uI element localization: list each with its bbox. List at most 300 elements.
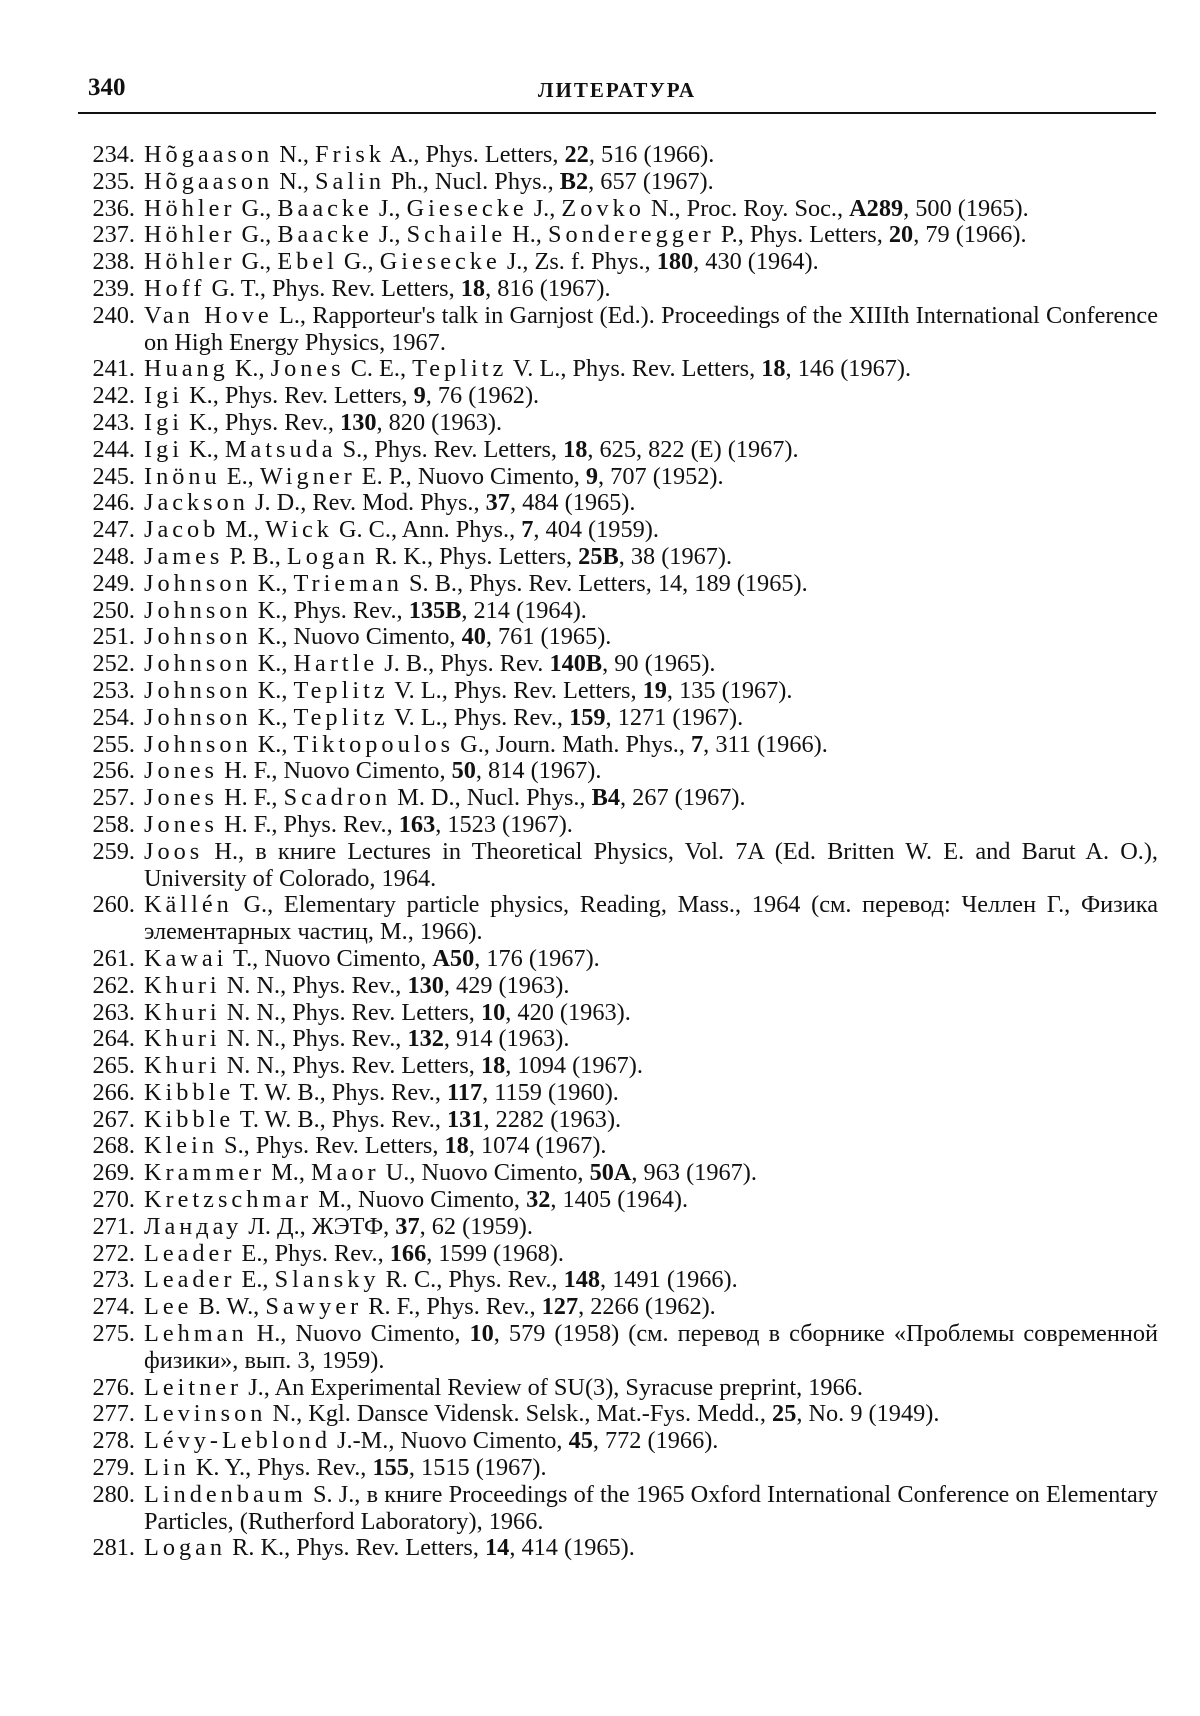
citation-text: J.,	[372, 221, 407, 249]
page-number: 340	[88, 74, 126, 101]
reference-text	[144, 1321, 1158, 1375]
volume-number: 50	[451, 757, 476, 785]
reference-entry	[78, 624, 1158, 651]
citation-text: , 579 (1958) (см. перевод в сборнике «Проблемы современной физики», вып. 3, 1959).	[144, 1320, 1158, 1374]
citation-text: N.,	[273, 167, 316, 195]
citation-text: , 79 (1966).	[913, 221, 1027, 249]
reference-entry	[78, 1482, 1158, 1536]
reference-entry	[78, 732, 1158, 759]
author-name: Teplitz	[412, 355, 508, 383]
volume-number: 132	[407, 1025, 444, 1053]
reference-entry	[78, 276, 1158, 303]
reference-text	[144, 1026, 1158, 1053]
reference-entry	[78, 196, 1158, 223]
citation-text: , 772 (1966).	[592, 1427, 719, 1455]
reference-number: 251.	[92, 623, 135, 651]
author-name: Teplitz	[293, 703, 389, 731]
author-name: Johnson	[144, 569, 252, 597]
author-name: Sonderegger	[547, 221, 715, 249]
volume-number: 25	[772, 1400, 797, 1428]
author-name: Jackson	[144, 489, 249, 517]
author-name: Huang	[144, 355, 229, 383]
author-name: Logan	[144, 1534, 227, 1562]
citation-text: , 1523 (1967).	[435, 810, 573, 838]
citation-text: , 1515 (1967).	[408, 1454, 547, 1482]
reference-entry	[78, 1294, 1158, 1321]
reference-text	[144, 1160, 1158, 1187]
citation-text: K.,	[251, 703, 294, 731]
author-name: Jones	[144, 757, 218, 785]
reference-number: 267.	[92, 1105, 135, 1133]
author-name: Schaile	[406, 221, 507, 249]
citation-text: G. T., Phys. Rev. Letters,	[205, 274, 461, 302]
reference-text	[144, 1107, 1158, 1134]
reference-number: 257.	[92, 784, 135, 812]
volume-number: 148	[563, 1266, 601, 1294]
citation-text: E.,	[220, 462, 260, 490]
reference-entry	[78, 249, 1158, 276]
author-name: Lévy-Leblond	[144, 1427, 331, 1455]
reference-text	[144, 464, 1158, 491]
citation-text: G., Journ. Math. Phys.,	[454, 730, 692, 758]
reference-text	[144, 1267, 1158, 1294]
author-name: Källén	[144, 891, 233, 919]
author-name: Hartle	[293, 650, 379, 678]
citation-text: , 761 (1965).	[485, 623, 612, 651]
reference-text	[144, 383, 1158, 410]
volume-number: 50A	[589, 1159, 632, 1187]
reference-text	[144, 249, 1158, 276]
citation-text: L., Rapporteur's talk in Garnjost (Ed.). Proceedings of the XIIIth International Conference on High Energy Physics, 1967.	[144, 301, 1158, 356]
reference-entry	[78, 169, 1158, 196]
author-name: Lindenbaum	[144, 1480, 307, 1508]
reference-entry	[78, 598, 1158, 625]
author-name: Höhler	[144, 221, 236, 249]
reference-text	[144, 490, 1158, 517]
reference-text	[144, 1482, 1158, 1536]
reference-entry	[78, 490, 1158, 517]
volume-number: 19	[642, 676, 667, 704]
reference-entry	[78, 464, 1158, 491]
citation-text: , 2282 (1963).	[483, 1105, 622, 1133]
author-name: Lin	[144, 1454, 190, 1482]
reference-number: 278.	[92, 1427, 135, 1455]
volume-number: 37	[485, 489, 510, 517]
citation-text: K.,	[251, 676, 294, 704]
reference-number: 243.	[92, 408, 135, 436]
volume-number: 166	[389, 1239, 427, 1267]
reference-entry	[78, 303, 1158, 357]
reference-entry	[78, 1321, 1158, 1375]
citation-text: , 707 (1952).	[598, 462, 724, 490]
citation-text: , 914 (1963).	[443, 1025, 570, 1053]
author-name: Jones	[270, 355, 345, 383]
reference-entry	[78, 1160, 1158, 1187]
citation-text: G.,	[337, 248, 380, 276]
citation-text: R. C., Phys. Rev.,	[379, 1266, 564, 1294]
reference-text	[144, 624, 1158, 651]
citation-text: R. K., Phys. Rev. Letters,	[226, 1534, 486, 1562]
citation-text: R. F., Phys. Rev.,	[362, 1293, 542, 1321]
reference-entry	[78, 222, 1158, 249]
volume-number: 117	[447, 1078, 483, 1106]
volume-number: 25B	[578, 542, 619, 570]
reference-entry	[78, 678, 1158, 705]
reference-number: 248.	[92, 542, 135, 570]
reference-number: 240.	[92, 301, 135, 329]
citation-text: P., Phys. Letters,	[714, 221, 889, 249]
citation-text: J. D., Rev. Mod. Phys.,	[248, 489, 486, 517]
citation-text: K., Nuovo Cimento,	[251, 623, 462, 651]
citation-text: G., Elementary particle physics, Reading, Mass., 1964 (см. перевод: Челлен Г., Физика элементарных частиц, М., 1966).	[144, 891, 1158, 946]
reference-entry	[78, 1241, 1158, 1268]
reference-entry	[78, 1267, 1158, 1294]
volume-number: 130	[340, 408, 377, 436]
reference-text	[144, 303, 1158, 357]
reference-entry	[78, 1080, 1158, 1107]
citation-text: , 90 (1965).	[602, 650, 716, 678]
citation-text: B. W.,	[192, 1293, 266, 1321]
citation-text: T. W. B., Phys. Rev.,	[234, 1105, 447, 1133]
citation-text: , 146 (1967).	[785, 355, 912, 383]
citation-text: E. P., Nuovo Cimento,	[355, 462, 586, 490]
author-name: Johnson	[144, 730, 252, 758]
author-name: Maor	[311, 1159, 380, 1187]
author-name: Höhler	[144, 248, 236, 276]
citation-text: , 2266 (1962).	[578, 1293, 716, 1321]
reference-text	[144, 1214, 1158, 1241]
author-name: Teplitz	[293, 676, 389, 704]
volume-number: 135B	[408, 596, 462, 624]
reference-entry	[78, 356, 1158, 383]
author-name: Scadron	[283, 784, 392, 812]
reference-number: 268.	[92, 1132, 135, 1160]
citation-text: G.,	[235, 194, 278, 222]
reference-entry	[78, 892, 1158, 946]
citation-text: J.,	[372, 194, 407, 222]
reference-entry	[78, 142, 1158, 169]
reference-number: 242.	[92, 382, 135, 410]
volume-number: 37	[395, 1212, 420, 1240]
author-name: Johnson	[144, 596, 252, 624]
author-name: Johnson	[144, 623, 252, 651]
author-name: Van Hove	[144, 301, 273, 329]
citation-text: , 62 (1959).	[419, 1212, 533, 1240]
volume-number: A289	[849, 194, 904, 222]
volume-number: 7	[521, 516, 534, 544]
citation-text: , No. 9 (1949).	[796, 1400, 940, 1428]
citation-text: K., Phys. Rev. Letters,	[183, 382, 414, 410]
reference-text	[144, 1000, 1158, 1027]
reference-text	[144, 598, 1158, 625]
citation-text: N. N., Phys. Rev.,	[220, 971, 408, 999]
reference-number: 250.	[92, 596, 135, 624]
volume-number: 20	[888, 221, 914, 249]
volume-number: 10	[469, 1320, 494, 1348]
citation-text: Ph., Nucl. Phys.,	[384, 167, 560, 195]
citation-text: , 484 (1965).	[509, 489, 636, 517]
author-name: Krammer	[144, 1159, 266, 1187]
reference-text	[144, 437, 1158, 464]
reference-number: 254.	[92, 703, 135, 731]
citation-text: N. N., Phys. Rev. Letters,	[220, 1052, 481, 1080]
reference-text	[144, 544, 1158, 571]
citation-text: , 430 (1964).	[693, 248, 819, 276]
citation-text: H.,	[506, 221, 548, 249]
volume-number: 140B	[549, 650, 603, 678]
author-name: Baacke	[277, 221, 373, 249]
author-name: Sawyer	[265, 1293, 363, 1321]
volume-number: 131	[447, 1105, 484, 1133]
reference-entry	[78, 1026, 1158, 1053]
author-name: Kretzschmar	[144, 1186, 313, 1214]
reference-number: 239.	[92, 274, 135, 302]
reference-number: 270.	[92, 1186, 135, 1214]
reference-number: 253.	[92, 676, 135, 704]
citation-text: , 1074 (1967).	[468, 1132, 607, 1160]
reference-entry	[78, 1455, 1158, 1482]
author-name: Igi	[144, 435, 183, 463]
author-name: Hõgaason	[144, 167, 274, 195]
reference-entry	[78, 1375, 1158, 1402]
volume-number: 9	[585, 462, 599, 490]
reference-text	[144, 1294, 1158, 1321]
citation-text: , 404 (1959).	[533, 516, 659, 544]
reference-list	[78, 142, 1158, 1562]
reference-number: 279.	[92, 1454, 135, 1482]
citation-text: J.-M., Nuovo Cimento,	[330, 1427, 569, 1455]
author-name: Klein	[144, 1132, 218, 1160]
reference-text	[144, 169, 1158, 196]
reference-text	[144, 196, 1158, 223]
reference-text	[144, 276, 1158, 303]
citation-text: U., Nuovo Cimento,	[379, 1159, 590, 1187]
reference-entry	[78, 812, 1158, 839]
reference-text	[144, 356, 1158, 383]
reference-number: 274.	[92, 1293, 135, 1321]
author-name: Johnson	[144, 676, 252, 704]
author-name: Wick	[265, 516, 333, 544]
author-name: Giesecke	[406, 194, 528, 222]
author-name: Khuri	[144, 1025, 221, 1053]
author-name: Hõgaason	[144, 141, 274, 168]
running-title: ЛИТЕРАТУРА	[537, 78, 697, 102]
citation-text: , 76 (1962).	[425, 382, 540, 410]
reference-text	[144, 410, 1158, 437]
citation-text: N., Proc. Roy. Soc.,	[644, 194, 850, 222]
reference-entry	[78, 1214, 1158, 1241]
reference-number: 281.	[92, 1534, 135, 1562]
citation-text: K., Phys. Rev.,	[183, 408, 341, 436]
citation-text: J.,	[527, 194, 562, 222]
reference-number: 256.	[92, 757, 135, 785]
citation-text: K.,	[251, 650, 294, 678]
author-name: Kawai	[144, 944, 228, 972]
reference-text	[144, 1455, 1158, 1482]
author-name: Wigner	[259, 462, 356, 490]
reference-number: 236.	[92, 194, 135, 222]
reference-number: 258.	[92, 810, 135, 838]
author-name: Baacke	[277, 194, 373, 222]
volume-number: 159	[569, 703, 606, 731]
citation-text: , 963 (1967).	[631, 1159, 757, 1187]
reference-number: 262.	[92, 971, 135, 999]
author-name: Khuri	[144, 998, 221, 1026]
author-name: Giesecke	[379, 248, 501, 276]
citation-text: N. N., Phys. Rev. Letters,	[220, 998, 481, 1026]
reference-text	[144, 222, 1158, 249]
citation-text: V. L., Phys. Rev.,	[388, 703, 570, 731]
reference-entry	[78, 1187, 1158, 1214]
reference-entry	[78, 383, 1158, 410]
citation-text: , 814 (1967).	[475, 757, 602, 785]
reference-text	[144, 946, 1158, 973]
reference-text	[144, 1401, 1158, 1428]
author-name: Ландау	[144, 1212, 243, 1240]
author-name: Matsuda	[224, 435, 337, 463]
citation-text: N., Kgl. Dansce Vidensk. Selsk., Mat.-Fys. Medd.,	[266, 1400, 773, 1428]
citation-text: T., Nuovo Cimento,	[227, 944, 433, 972]
citation-text: S., Phys. Rev. Letters,	[336, 435, 564, 463]
citation-text: , 135 (1967).	[666, 676, 793, 704]
volume-number: 7	[691, 730, 704, 758]
page-header	[78, 72, 1156, 114]
citation-text: , 816 (1967).	[485, 274, 611, 302]
author-name: Jones	[144, 810, 218, 838]
volume-number: 18	[444, 1132, 469, 1160]
citation-text: G.,	[235, 221, 278, 249]
citation-text: , 1271 (1967).	[605, 703, 744, 731]
reference-number: 255.	[92, 730, 135, 758]
citation-text: P. B.,	[223, 542, 287, 570]
author-name: Leitner	[144, 1373, 243, 1401]
reference-entry	[78, 1535, 1158, 1562]
reference-number: 234.	[92, 141, 135, 168]
citation-text: R. K., Phys. Letters,	[368, 542, 579, 570]
reference-number: 249.	[92, 569, 135, 597]
citation-text: , 500 (1965).	[903, 194, 1029, 222]
reference-text	[144, 142, 1158, 169]
citation-text: , 38 (1967).	[618, 542, 733, 570]
author-name: Frisk	[315, 141, 385, 168]
reference-entry	[78, 1428, 1158, 1455]
volume-number: 18	[460, 274, 486, 302]
citation-text: , 420 (1963).	[505, 998, 631, 1026]
reference-number: 261.	[92, 944, 135, 972]
reference-text	[144, 705, 1158, 732]
citation-text: K.,	[251, 730, 294, 758]
reference-entry	[78, 1053, 1158, 1080]
citation-text: M., Nuovo Cimento,	[312, 1186, 527, 1214]
reference-text	[144, 732, 1158, 759]
citation-text: G.,	[235, 248, 278, 276]
author-name: Tiktopoulos	[293, 730, 455, 758]
citation-text: , 1159 (1960).	[482, 1078, 619, 1106]
citation-text: , 267 (1967).	[620, 784, 746, 812]
citation-text: G. C., Ann. Phys.,	[332, 516, 522, 544]
citation-text: M. D., Nucl. Phys.,	[391, 784, 592, 812]
volume-number: 22	[564, 141, 589, 168]
reference-number: 276.	[92, 1373, 135, 1401]
reference-number: 272.	[92, 1239, 135, 1267]
citation-text: J. B., Phys. Rev.	[378, 650, 550, 678]
citation-text: J., An Experimental Review of SU(3), Syracuse preprint, 1966.	[242, 1373, 863, 1401]
citation-text: K.,	[251, 569, 294, 597]
citation-text: Л. Д., ЖЭТФ,	[242, 1212, 396, 1240]
volume-number: 155	[372, 1454, 409, 1482]
citation-text: K. Y., Phys. Rev.,	[189, 1454, 373, 1482]
reference-text	[144, 758, 1158, 785]
reference-entry	[78, 758, 1158, 785]
citation-text: N. N., Phys. Rev.,	[220, 1025, 408, 1053]
reference-text	[144, 785, 1158, 812]
citation-text: M.,	[265, 1159, 312, 1187]
reference-entry	[78, 839, 1158, 893]
citation-text: V. L., Phys. Rev. Letters,	[507, 355, 762, 383]
reference-entry	[78, 1107, 1158, 1134]
author-name: Höhler	[144, 194, 236, 222]
volume-number: 9	[413, 382, 426, 410]
author-name: Hoff	[144, 274, 206, 302]
reference-entry	[78, 1133, 1158, 1160]
author-name: Levinson	[144, 1400, 267, 1428]
citation-text: S. B., Phys. Rev. Letters, 14, 189 (1965).	[402, 569, 808, 597]
reference-entry	[78, 1401, 1158, 1428]
citation-text: , 214 (1964).	[461, 596, 587, 624]
author-name: Lee	[144, 1293, 193, 1321]
citation-text: , 1599 (1968).	[426, 1239, 564, 1267]
reference-number: 247.	[92, 516, 135, 544]
reference-entry	[78, 651, 1158, 678]
author-name: Igi	[144, 382, 183, 410]
citation-text: V. L., Phys. Rev. Letters,	[388, 676, 643, 704]
reference-entry	[78, 705, 1158, 732]
reference-text	[144, 1187, 1158, 1214]
volume-number: 130	[407, 971, 444, 999]
citation-text: A., Phys. Letters,	[384, 141, 565, 168]
reference-number: 245.	[92, 462, 135, 490]
reference-text	[144, 1080, 1158, 1107]
volume-number: 180	[656, 248, 694, 276]
author-name: Lehman	[144, 1320, 248, 1348]
reference-number: 264.	[92, 1025, 135, 1053]
citation-text: H., в книге Lectures in Theoretical Physics, Vol. 7A (Ed. Britten W. E. and Barut A. O.), University of Colorado, 1964.	[144, 837, 1158, 892]
citation-text: , 516 (1966).	[588, 141, 715, 168]
author-name: Jacob	[144, 516, 220, 544]
reference-number: 241.	[92, 355, 135, 383]
reference-entry	[78, 1000, 1158, 1027]
author-name: Leader	[144, 1239, 236, 1267]
citation-text: K.,	[183, 435, 225, 463]
citation-text: S., Phys. Rev. Letters,	[217, 1132, 445, 1160]
author-name: Trieman	[293, 569, 403, 597]
reference-number: 277.	[92, 1400, 135, 1428]
author-name: Inönu	[144, 462, 221, 490]
author-name: Ebel	[277, 248, 338, 276]
author-name: Kibble	[144, 1105, 235, 1133]
volume-number: 10	[480, 998, 506, 1026]
citation-text: E., Phys. Rev.,	[235, 1239, 390, 1267]
author-name: Johnson	[144, 650, 252, 678]
reference-text	[144, 973, 1158, 1000]
reference-text	[144, 571, 1158, 598]
citation-text: , 1491 (1966).	[600, 1266, 738, 1294]
reference-text	[144, 651, 1158, 678]
citation-text: , 820 (1963).	[376, 408, 503, 436]
citation-text: , 657 (1967).	[588, 167, 714, 195]
volume-number: 18	[563, 435, 588, 463]
author-name: Slansky	[274, 1266, 380, 1294]
